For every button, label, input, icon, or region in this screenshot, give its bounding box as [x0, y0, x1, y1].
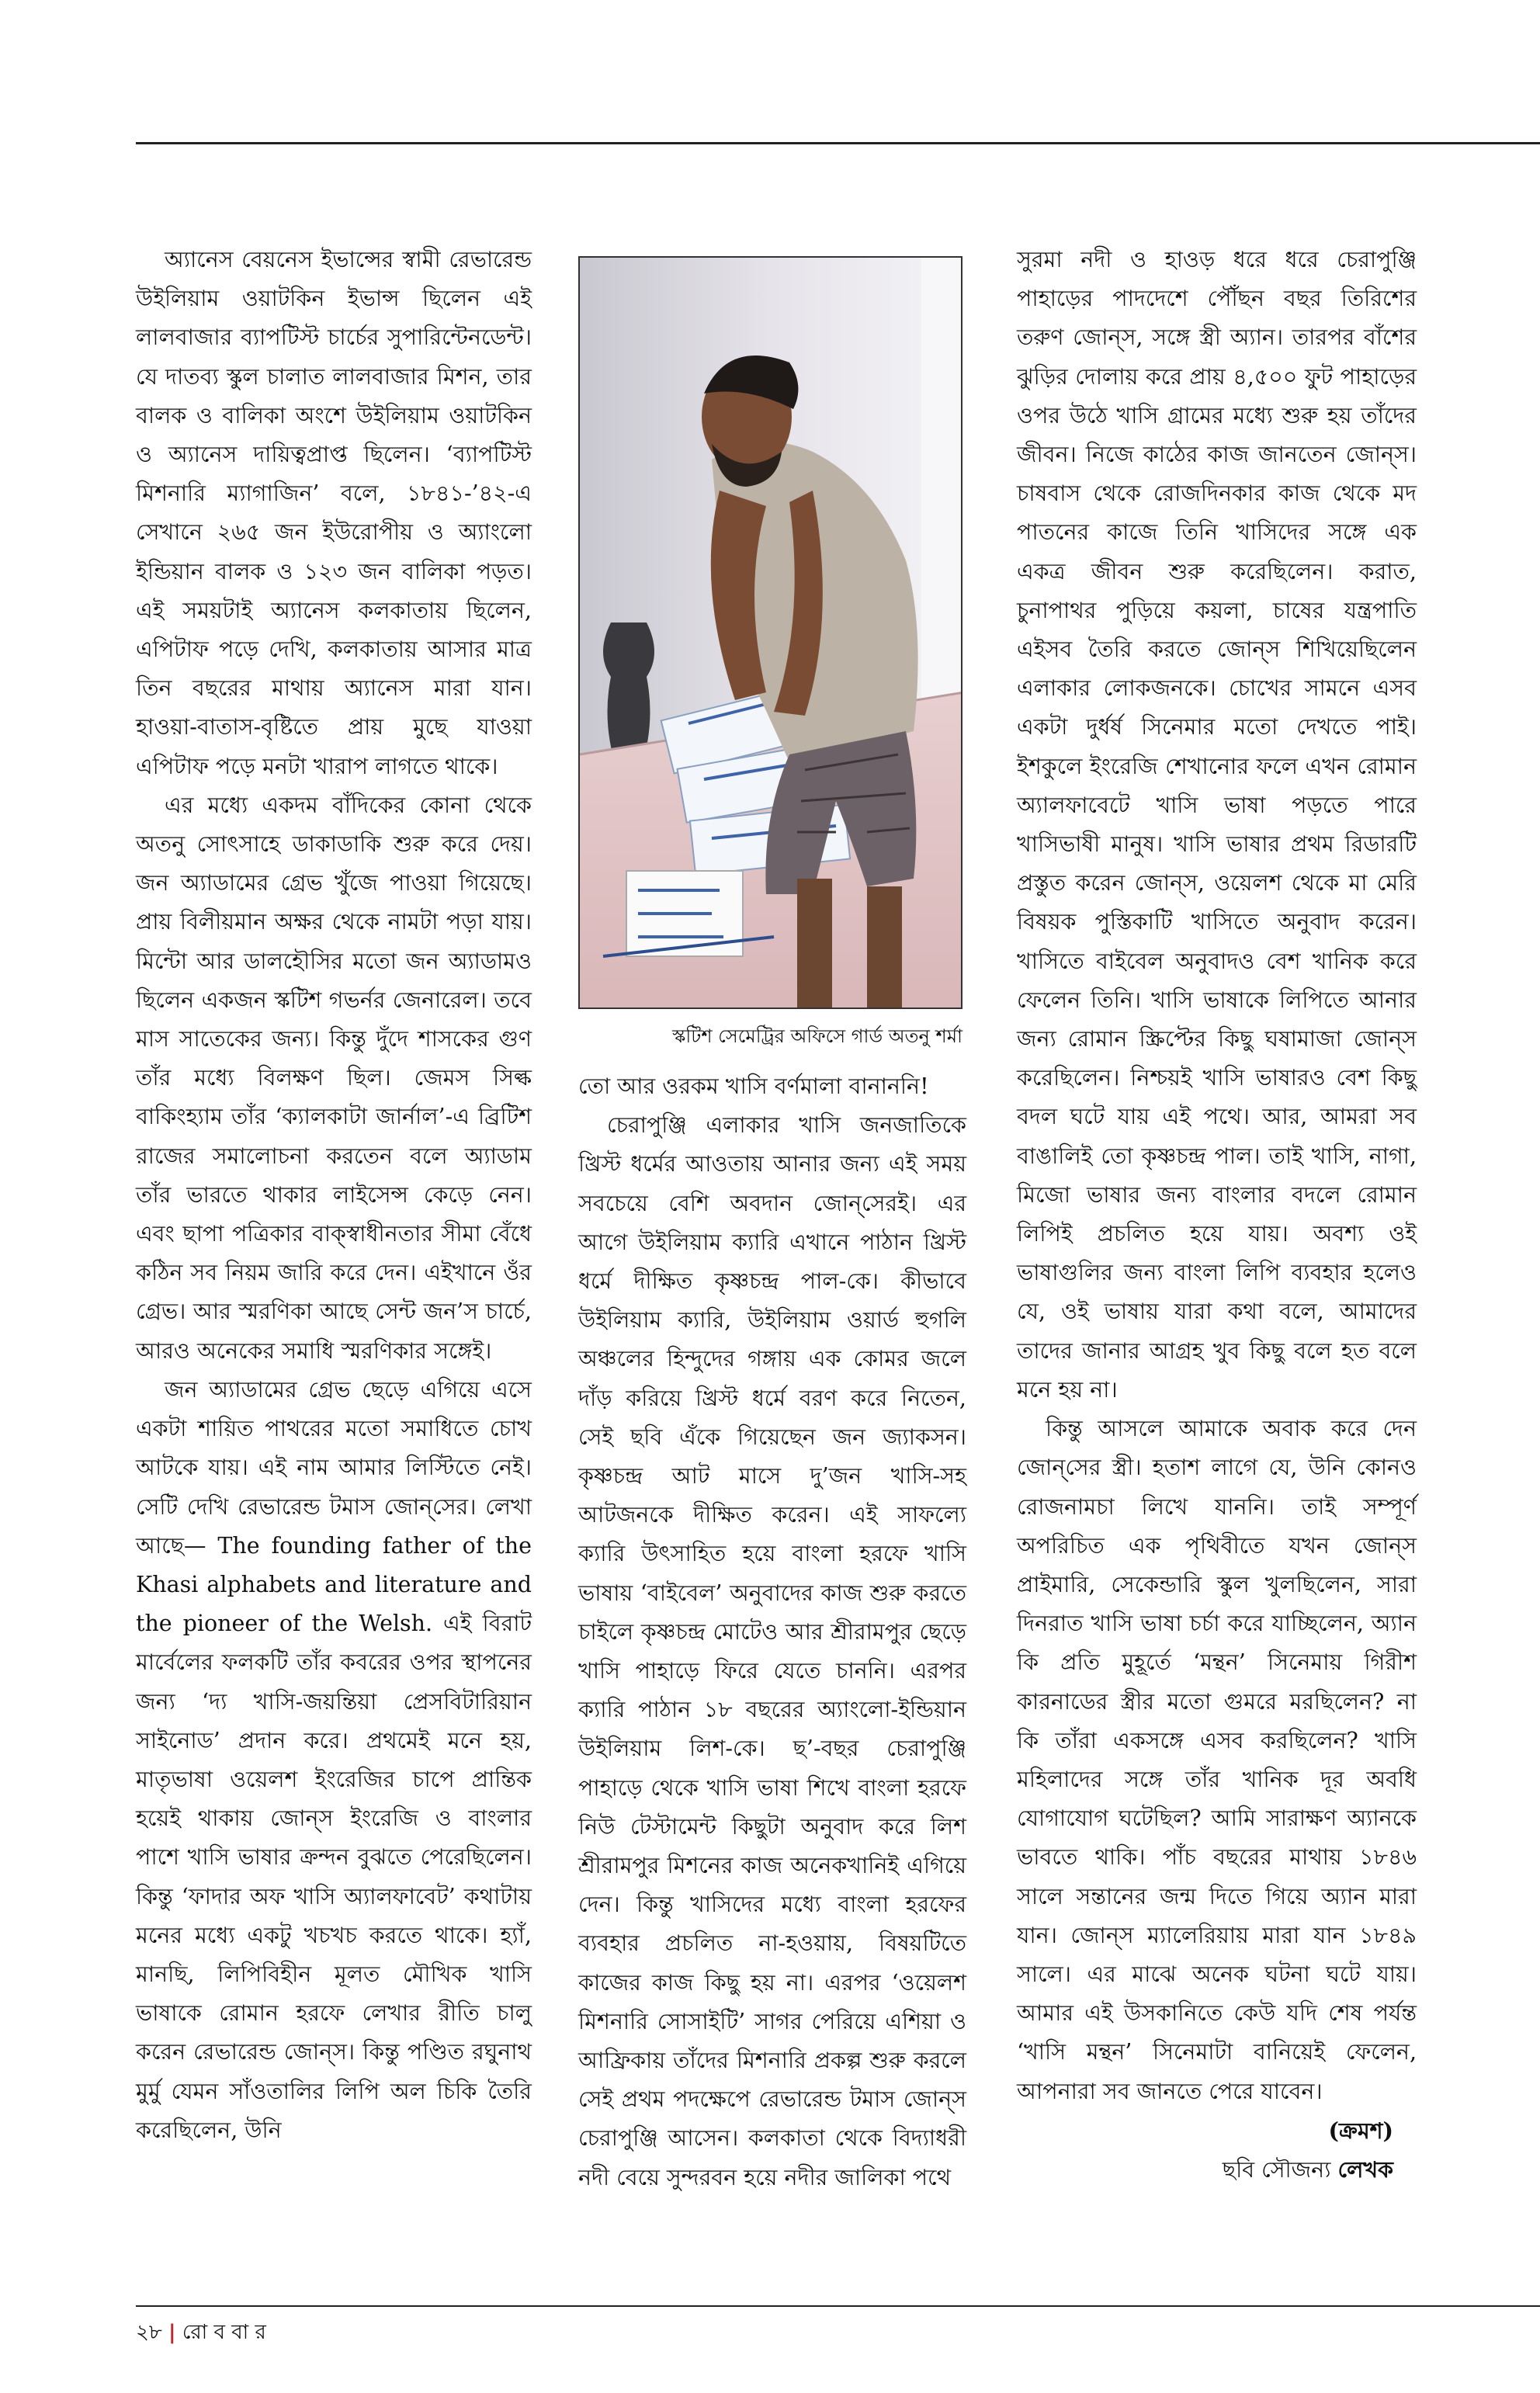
- photo-caption: স্কটিশ সেমেট্রির অফিসে গার্ড অতনু শর্মা: [672, 1025, 962, 1047]
- bottom-rule: [136, 2305, 1540, 2307]
- column-left: [136, 241, 532, 2150]
- continued-marker: (ক্রমশ): [1328, 2117, 1393, 2144]
- photo-credit-label: ছবি সৌজন্য: [1222, 2156, 1331, 2183]
- paragraph: চেরাপুঞ্জি এলাকার খাসি জনজাতিকে খ্রিস্ট ধর্মের আওতায় আনার জন্য এই সময় সবচেয়ে বেশি অবদান জোন্‌সেরই। এর আগে উইলিয়াম ক্যারি এখানে পাঠান খ্রিস্ট ধর্মে দীক্ষিত কৃষ্ণচন্দ্র পাল-কে। কীভাবে উইলিয়াম ক্যারি, উইলিয়াম ওয়ার্ড হুগলি অঞ্চলের হিন্দুদের গঙ্গায় এক কোমর জলে দাঁড় করিয়ে খ্রিস্ট ধর্মে বরণ করে নিতেন, সেই ছবি এঁকে গিয়েছেন জন জ্যাকসন। কৃষ্ণচন্দ্র আট মাসে দু’জন খাসি-সহ আটজনকে দীক্ষিত করেন। এই সাফল্যে ক্যারি উৎসাহিত হয়ে বাংলা হরফে খাসি ভাষায় ‘বাইবেল’ অনুবাদের কাজ শুরু করতে চাইলে কৃষ্ণচন্দ্র মোটেও আর শ্রীরামপুর ছেড়ে খাসি পাহাড়ে ফিরে যেতে চাননি। এরপর ক্যারি পাঠান ১৮ বছরের অ্যাংলো-ইন্ডিয়ান উইলিয়াম লিশ-কে। ছ’-বছর চেরাপুঞ্জি পাহাড়ে থেকে খাসি ভাষা শিখে বাংলা হরফে নিউ টেস্টামেন্ট কিছুটা অনুবাদ করে লিশ শ্রীরামপুর মিশনের কাজ অনেকখানিই এগিয়ে দেন। কিন্তু খাসিদের মধ্যে বাংলা হরফের ব্যবহার প্রচলিত না-হওয়ায়, বিষয়টিতে কাজের কাজ কিছু হয় না। এরপর ‘ওয়েলশ মিশনারি সোসাইটি’ সাগর পেরিয়ে এশিয়া ও আফ্রিকায় তাঁদের মিশনারি প্রকল্প শুরু করলে সেই প্রথম পদক্ষেপে রেভারেন্ড টমাস জোন্‌স চেরাপুঞ্জি আসেন। কলকাতা থেকে বিদ্যাধরী নদী বেয়ে সুন্দরবন হয়ে নদীর জালিকা পথে: [578, 1112, 966, 2190]
- paragraph: এর মধ্যে একদম বাঁদিকের কোনা থেকে অতনু সোৎসাহে ডাকাডাকি শুরু করে দেয়। জন অ্যাডামের গ্রেভ খুঁজে পাওয়া গিয়েছে। প্রায় বিলীয়মান অক্ষর থেকে নামটা পড়া যায়। মিন্টো আর ডালহৌসির মতো জন অ্যাডামও ছিলেন একজন স্কটিশ গভর্নর জেনারেল। তবে মাস সাতেকের জন্য। কিন্তু দুঁদে শাসকের গুণ তাঁর মধ্যে বিলক্ষণ ছিল। জেমস সিল্ক বাকিংহ্যাম তাঁর ‘ক্যালকাটা জার্নাল’-এ ব্রিটিশ রাজের সমালোচনা করতেন বলে অ্যাডাম তাঁর ভারতে থাকার লাইসেন্স কেড়ে নেন। এবং ছাপা পত্রিকার বাক্‌স্বাধীনতার সীমা বেঁধে কঠিন সব নিয়ম জারি করে দেন। এইখানে ওঁর গ্রেভ। আর স্মরণিকা আছে সেন্ট জন’স চার্চে, আরও অনেকের সমাধি স্মরণিকার সঙ্গেই।: [136, 792, 532, 1364]
- footer-separator: |: [168, 2321, 176, 2344]
- paragraph: কিন্তু আসলে আমাকে অবাক করে দেন জোন্‌সের স্ত্রী। হতাশ লাগে যে, উনি কোনও রোজনামচা লিখে যাননি। তাই সম্পূর্ণ অপরিচিত এক পৃথিবীতে যখন জোন্‌স প্রাইমারি, সেকেন্ডারি স্কুল খুলছিলেন, সারা দিনরাত খাসি ভাষা চর্চা করে যাচ্ছিলেন, অ্যান কি প্রতি মুহূর্তে ‘মন্থন’ সিনেমায় গিরীশ কারনাডের স্ত্রীর মতো গুমরে মরছিলেন? না কি তাঁরা একসঙ্গে এসব করছিলেন? খাসি মহিলাদের সঙ্গে তাঁর খানিক দূর অবধি যোগাযোগ ঘটেছিল? আমি সারাক্ষণ অ্যানকে ভাবতে থাকি। পাঁচ বছরের মাথায় ১৮৪৬ সালে সন্তানের জন্ম দিতে গিয়ে অ্যান মারা যান। জোন্‌স ম্যালেরিয়ায় মারা যান ১৮৪৯ সালে। এর মাঝে অনেক ঘটনা ঘটে যায়। আমার এই উসকানিতে কেউ যদি শেষ পর্যন্ত ‘খাসি মন্থন’ সিনেমাটা বানিয়েই ফেলেন, আপনারা সব জানতে পেরে যাবেন।: [1017, 1416, 1417, 2104]
- article-photo: [578, 256, 962, 1009]
- photo-credit: [1017, 2150, 1417, 2190]
- paragraph: তো আর ওরকম খাসি বর্ণমালা বানাননি!: [578, 1073, 929, 1099]
- magazine-name: রো ব বা র: [182, 2321, 266, 2344]
- page-footer: [136, 2317, 266, 2348]
- photo-guard-at-desk: [580, 258, 962, 1009]
- photo-credit-name: লেখক: [1337, 2155, 1393, 2183]
- paragraph: অ্যানেস বেয়নেস ইভান্সের স্বামী রেভারেন্ড উইলিয়াম ওয়াটকিন ইভান্স ছিলেন এই লালবাজার ব্যাপটিস্ট চার্চের সুপারিন্টেনডেন্ট। যে দাতব্য স্কুল চালাত লালবাজার মিশন, তার বালক ও বালিকা অংশে উইলিয়াম ওয়াটকিন ও অ্যানেস দায়িত্বপ্রাপ্ত ছিলেন। ‘ব্যাপটিস্ট মিশনারি ম্যাগাজিন’ বলে, ১৮৪১-’৪২-এ সেখানে ২৬৫ জন ইউরোপীয় ও অ্যাংলো ইন্ডিয়ান বালক ও ১২৩ জন বালিকা পড়ত। এই সময়টাই অ্যানেস কলকাতায় ছিলেন, এপিটাফ পড়ে দেখি, কলকাতায় আসার মাত্র তিন বছরের মাথায় অ্যানেস মারা যান। হাওয়া-বাতাস-বৃষ্টিতে প্রায় মুছে যাওয়া এপিটাফ পড়ে মনটা খারাপ লাগতে থাকে।: [136, 247, 532, 779]
- top-rule: [136, 142, 1540, 144]
- paragraph: সুরমা নদী ও হাওড় ধরে ধরে চেরাপুঞ্জি পাহাড়ের পাদদেশে পৌঁছন বছর তিরিশের তরুণ জোন্‌স, সঙ্গে স্ত্রী অ্যান। তারপর বাঁশের ঝুড়ির দোলায় করে প্রায় ৪,৫০০ ফুট পাহাড়ের ওপর উঠে খাসি গ্রামের মধ্যে শুরু হয় তাঁদের জীবন। নিজে কাঠের কাজ জানতেন জোন্‌স। চাষবাস থেকে রোজদিনকার কাজ থেকে মদ পাতনের কাজে তিনি খাসিদের সঙ্গে এক একত্র জীবন শুরু করেছিলেন। করাত, চুনাপাথর পুড়িয়ে কয়লা, চাষের যন্ত্রপাতি এইসব তৈরি করতে জোন্‌স শিখিয়েছিলেন এলাকার লোকজনকে। চোখের সামনে এসব একটা দুর্ধর্ষ সিনেমার মতো দেখতে পাই। ইশকুলে ইংরেজি শেখানোর ফলে এখন রোমান অ্যালফাবেটে খাসি ভাষা পড়তে পারে খাসিভাষী মানুষ। খাসি ভাষার প্রথম রিডারটি প্রস্তুত করেন জোন্‌স, ওয়েলশ থেকে মা মেরি বিষয়ক পুস্তিকাটি খাসিতে অনুবাদ করেন। খাসিতে বাইবেল অনুবাদও বেশ খানিক করে ফেলেন তিনি। খাসি ভাষাকে লিপিতে আনার জন্য রোমান স্ক্রিপ্টের কিছু ঘষামাজা জোন্‌স করেছিলেন। নিশ্চয়ই খাসি ভাষারও বেশ কিছু বদল ঘটে যায় এই পথে। আর, আমরা সব বাঙালিই তো কৃষ্ণচন্দ্র পাল। তাই খাসি, নাগা, মিজো ভাষার জন্য বাংলার বদলে রোমান লিপিই প্রচলিত হয়ে যায়। অবশ্য ওই ভাষাগুলির জন্য বাংলা লিপি ব্যবহার হলেও যে, ওই ভাষায় যারা কথা বলে, আমাদের তাদের জানার আগ্রহ খুব কিছু বলে হত বলে মনে হয় না।: [1017, 247, 1417, 1403]
- column-right: [1017, 241, 1417, 2190]
- column-middle: [578, 1067, 966, 2197]
- page-number: ২৮: [136, 2321, 162, 2344]
- paragraph: জন অ্যাডামের গ্রেভ ছেড়ে এগিয়ে এসে একটা শায়িত পাথরের মতো সমাধিতে চোখ আটকে যায়। এই নাম আমার লিস্টিতে নেই। সেটি দেখি রেভারেন্ড টমাস জোন্‌সের। লেখা আছে— The founding father of the Khasi alphabets and literature and the pioneer of the Welsh. এই বিরাট মার্বেলের ফলকটি তাঁর কবরের ওপর স্থাপনের জন্য ‘দ্য খাসি-জয়ন্তিয়া প্রেসবিটারিয়ান সাইনোড’ প্রদান করে। প্রথমেই মনে হয়, মাতৃভাষা ওয়েলশ ইংরেজির চাপে প্রান্তিক হয়েই থাকায় জোন্‌স ইংরেজি ও বাংলার পাশে খাসি ভাষার ক্রন্দন বুঝতে পেরেছিলেন। কিন্তু ‘ফাদার অফ খাসি অ্যালফাবেট’ কথাটায় মনের মধ্যে একটু খচখচ করতে থাকে। হ্যাঁ, মানছি, লিপিবিহীন মূলত মৌখিক খাসি ভাষাকে রোমান হরফে লেখার রীতি চালু করেন রেভারেন্ড জোন্‌স। কিন্তু পণ্ডিত রঘুনাথ মুর্মু যেমন সাঁওতালির লিপি অল চিকি তৈরি করেছিলেন, উনি: [136, 1376, 532, 2143]
